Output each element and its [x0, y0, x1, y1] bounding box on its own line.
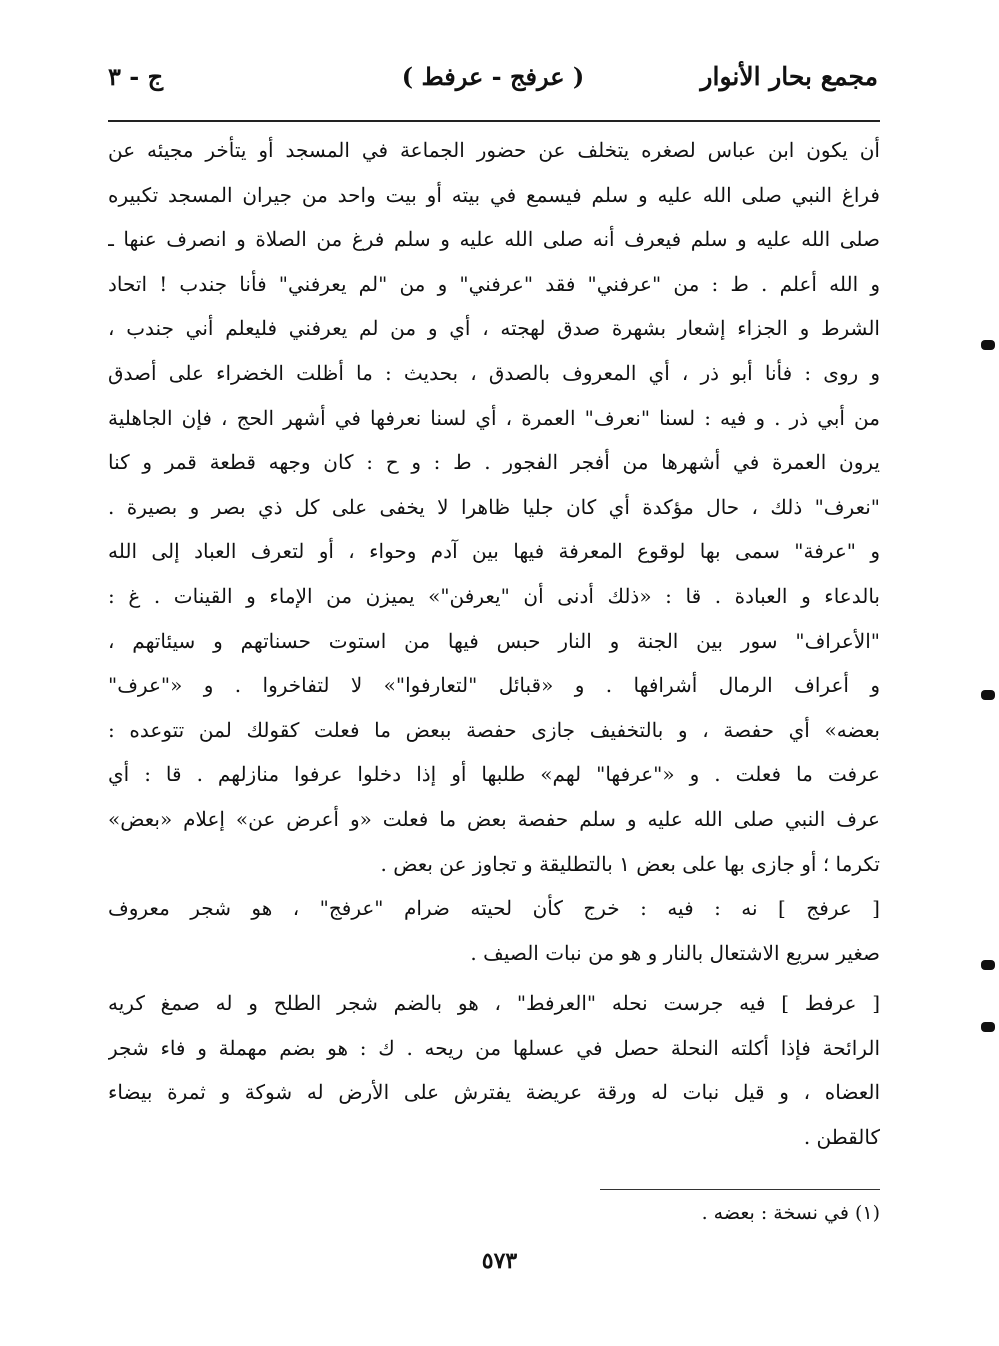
text-line: صلى الله عليه و سلم فيعرف أنه صلى الله عليه و سلم فرغ من الصلاة و انصرف عنها ـ: [108, 227, 880, 252]
text-line: بالدعاء و العبادة . قا : «ذلك أدنى أن "يعرفن"» يميزن من الإماء و القينات . غ :: [108, 583, 880, 608]
footnote: (١) في نسخة : بعضه .: [701, 1202, 880, 1224]
text-line: "نعرف" ذلك ، حال مؤكدة أي كان جليا ظاهرا لا يخفى على كل ذي بصر و بصيرة .: [108, 494, 880, 519]
volume-label: ج - ٣: [108, 62, 164, 91]
scan-edge-mark: [981, 340, 995, 350]
text-line: الرائحة فإذا أكلته النحلة حصل في عسلها من ريحه . ك : هو بضم مهملة و فاء شجر: [108, 1035, 880, 1060]
text-line: عرف النبي صلى الله عليه و سلم حفصة بعض ما فعلت «و أعرض عن» إعلام «بعض»: [108, 806, 880, 831]
entry-heading-line: [ عرفط ] فيه جرست نحله "العرفط" ، هو بالضم شجر الطلح و له صمغ كريه: [108, 991, 880, 1016]
scan-edge-mark: [981, 960, 995, 970]
footnote-rule: [600, 1189, 880, 1190]
header-rule: [108, 120, 880, 122]
body-text: [108, 128, 880, 1160]
text-line: الشرط و الجزاء إشعار بشهرة صدق لهجته ، أي و من لم يعرفني فليعلم أني جندب ،: [108, 316, 880, 341]
text-line: يرون العمرة في أشهرها من أفجر الفجور . ط : و ح : كان وجهه قطعة قمر و كنا: [108, 450, 880, 475]
text-line: عرفت ما فعلت . و «"عرفها" لهم» طلبها أو إذا دخلوا عرفوا منازلهم . قا : أي: [108, 762, 880, 787]
text-line: أن يكون ابن عباس لصغره يتخلف عن حضور الجماعة في المسجد أو يتأخر مجيئه عن: [108, 138, 880, 162]
text-line: و الله أعلم . ط : من "عرفني" فقد "عرفني" و من "لم يعرفني" فأنا جندب ! اتحاد: [108, 271, 880, 296]
text-line: فراغ النبي صلى الله عليه و سلم فيسمع في بيته أو بيت واحد من جيران المسجد تكبيره: [108, 182, 880, 207]
text-line: العضاه ، و قيل نبات له ورقة عريضة يفترش على الأرض له شوكة و ثمرة بيضاء: [108, 1080, 880, 1105]
scan-edge-mark: [981, 690, 995, 700]
page-header: [108, 62, 878, 106]
section-title: ( عرفج - عرفط ): [401, 62, 585, 91]
text-line: و روى : فأنا أبو ذر ، أي المعروف بالصدق ، بحديث : ما أظلت الخضراء على أصدق: [108, 360, 880, 385]
text-line: صغير سريع الاشتعال بالنار و هو من نبات الصيف .: [470, 940, 880, 965]
scan-edge-mark: [981, 1022, 995, 1032]
text-line: و أعراف الرمال أشرافها . و «قبائل "لتعارفوا"» لا لتفاخروا . و «"عرف": [108, 673, 880, 698]
text-line: كالقطن .: [803, 1125, 880, 1150]
text-line: "الأعراف" سور بين الجنة و النار حبس فيها من استوت حسناتهم و سيئاتهم ،: [108, 628, 880, 653]
text-line: و "عرفة" سمى بها لوقوع المعرفة فيها بين آدم وحواء ، أو لتعرف العباد إلى الله: [108, 539, 880, 564]
text-line: تكرما ؛ أو جازى بها على بعض ١ بالتطليقة و تجاوز عن بعض .: [380, 851, 880, 876]
page-number: ٥٧٣: [481, 1248, 518, 1274]
text-line: بعضه» أي حفصة ، و بالتخفيف جازى حفصة ببعض ما فعلت كقولك لمن تتوعده :: [108, 717, 880, 742]
entry-heading-line: [ عرفج ] نه : فيه : خرج كأن لحيته ضرام "عرفج" ، هو شجر معروف: [108, 896, 880, 921]
running-title: مجمع بحار الأنوار: [700, 62, 878, 91]
text-line: من أبي ذر . و فيه : لسنا "نعرف" العمرة ، أي لسنا نعرفها في أشهر الحج ، فإن الجاهلية: [108, 405, 880, 430]
